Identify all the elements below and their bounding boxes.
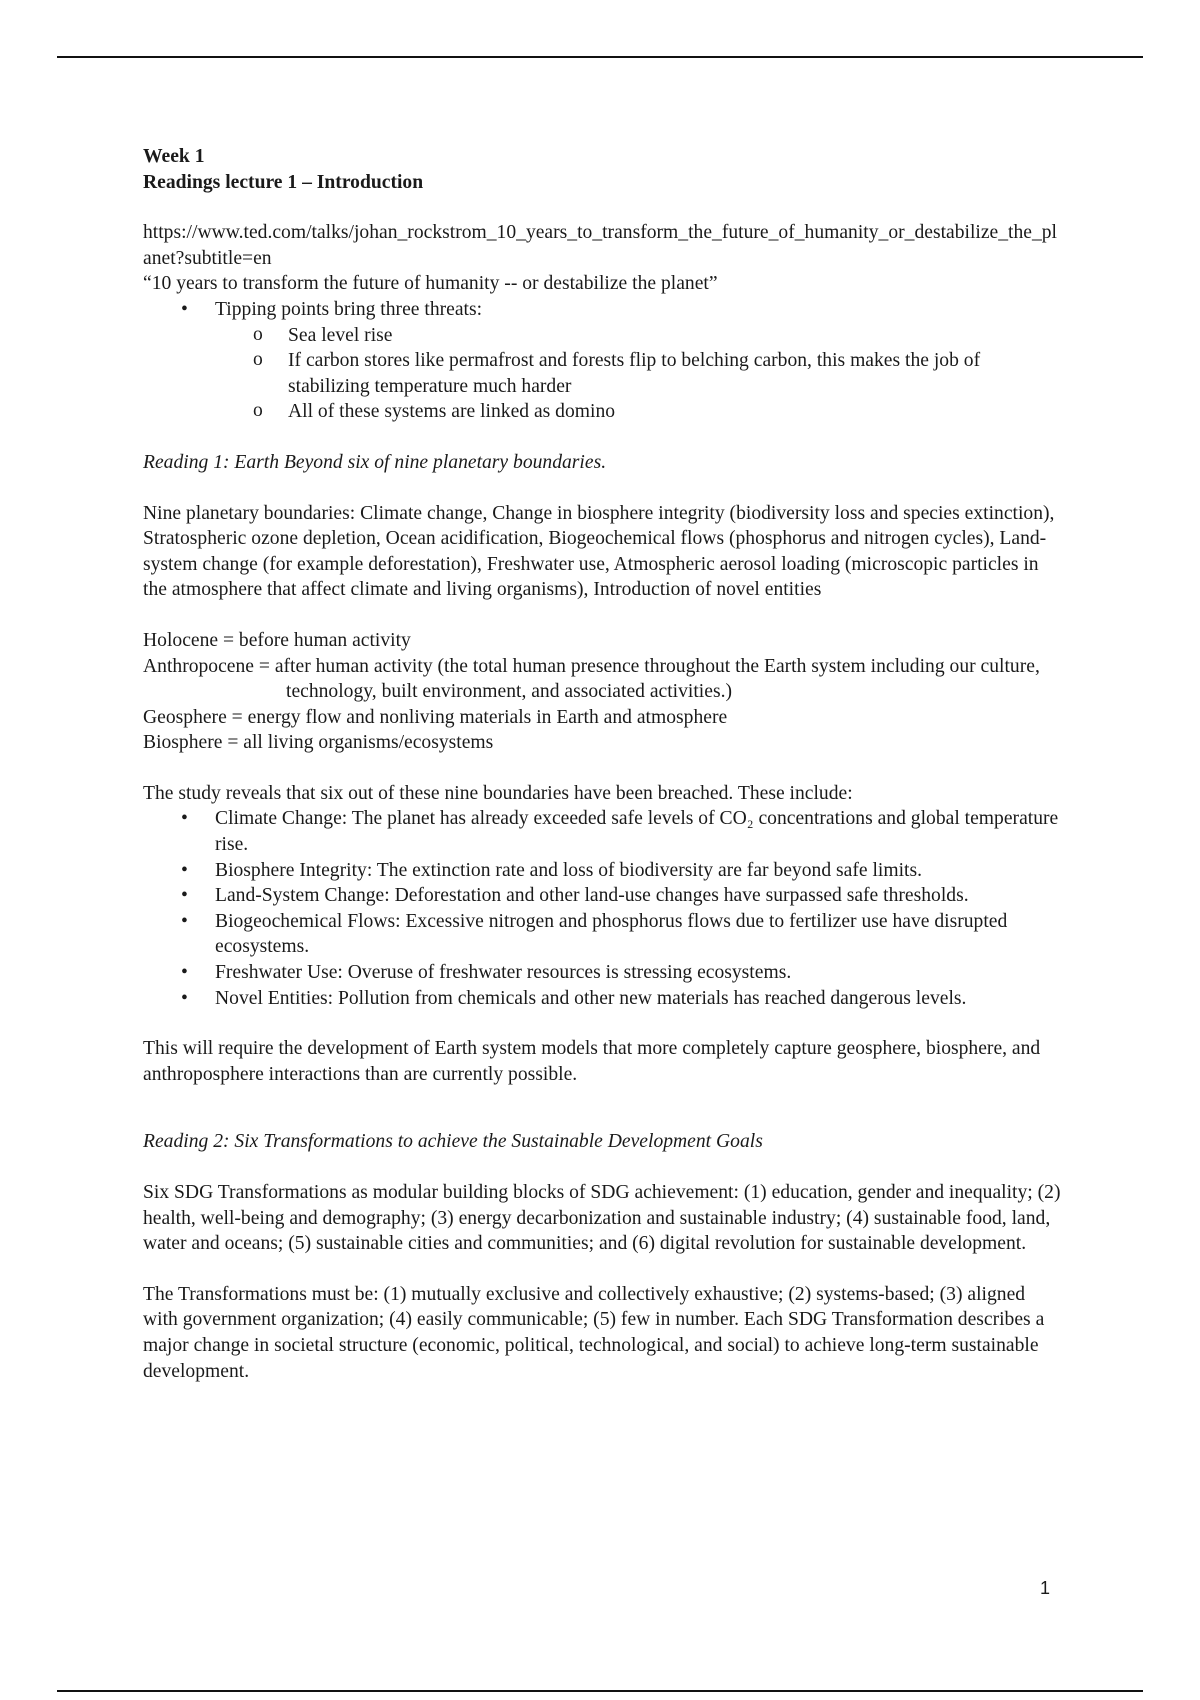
footer-rule xyxy=(57,1690,1143,1692)
sub-bullet-icon: o xyxy=(253,400,263,422)
list-item: o All of these systems are linked as domino xyxy=(253,400,616,423)
page-number: 1 xyxy=(1040,1578,1051,1598)
definition-holocene: Holocene = before human activity xyxy=(143,629,411,651)
week-heading: Week 1 xyxy=(143,146,205,167)
sub-bullet-icon: o xyxy=(253,349,263,371)
sub-bullet-icon: o xyxy=(253,323,263,345)
definition-anthropocene: Anthropocene = after human activity (the total human presence throughout the Earth system including our culture, technology, built environment, and associated activities.) xyxy=(143,655,1040,703)
bullet-icon: • xyxy=(181,808,188,830)
ted-bullet-list xyxy=(143,297,1063,323)
ted-talk-title: “10 years to transform the future of humanity -- or destabilize the planet” xyxy=(143,273,718,295)
bullet-icon: • xyxy=(181,910,188,932)
reading1-conclusion: This will require the development of Earth system models that more completely capture geosphere, biosphere, and anthroposphere interactions than are currently possible. xyxy=(143,1038,1041,1085)
ted-sub-list xyxy=(143,323,1063,425)
list-item: • Freshwater Use: Overuse of freshwater resources is stressing ecosystems. xyxy=(143,960,1063,986)
reading2-paragraph-1: Six SDG Transformations as modular building blocks of SDG achievement: (1) education, gender and inequality; (2) health, well-being and demography; (3) energy decarbonization and sustainable industry; (4) sustainable food, land, water and oceans; (5) sustainable cities and communities; and (6) digital revolution for sustainable development. xyxy=(143,1182,1061,1255)
document-body xyxy=(143,144,1063,1384)
boundaries-paragraph: Nine planetary boundaries: Climate change, Change in biosphere integrity (biodiversity loss and species extinction), Stratospheric ozone depletion, Ocean acidification, Biogeochemical flows (phosphorus and nitrogen cycles), Land-system change (for example deforestation), Freshwater use, Atmospheric aerosol loading (microscopic particles in the atmosphere that affect climate and living organisms), Introduction of novel entities xyxy=(143,502,1055,601)
definition-geosphere: Geosphere = energy flow and nonliving materials in Earth and atmosphere xyxy=(143,706,728,728)
list-item: o If carbon stores like permafrost and forests flip to belching carbon, this makes the job of stabilizing temperature much harder xyxy=(253,349,981,397)
reading2-heading: Reading 2: Six Transformations to achieve the Sustainable Development Goals xyxy=(143,1131,763,1153)
bullet-icon: • xyxy=(181,962,188,984)
reading2-paragraph-2: The Transformations must be: (1) mutually exclusive and collectively exhaustive; (2) systems-based; (3) aligned with government organization; (4) easily communicable; (5) few in number. Each SDG Transformation describes a major change in societal structure (economic, political, technological, and social) to achieve long-term sustainable development. xyxy=(143,1283,1045,1382)
bullet-icon: • xyxy=(181,885,188,907)
list-item: • Novel Entities: Pollution from chemicals and other new materials has reached dangerous levels. xyxy=(143,986,1063,1012)
list-item: o Sea level rise xyxy=(253,323,393,346)
breached-boundaries-list xyxy=(143,806,1063,1011)
bullet-icon: • xyxy=(181,298,188,320)
ted-url[interactable]: https://www.ted.com/talks/johan_rockstrom_10_years_to_transform_the_future_of_humanity_or_destabilize_the_planet?subtitle=en xyxy=(143,222,1057,269)
list-item: • Biogeochemical Flows: Excessive nitrogen and phosphorus flows due to fertilizer use have disrupted ecosystems. xyxy=(181,910,1008,958)
bullet-icon: • xyxy=(181,987,188,1009)
study-intro: The study reveals that six out of these nine boundaries have been breached. These include: xyxy=(143,782,853,804)
definition-biosphere: Biosphere = all living organisms/ecosystems xyxy=(143,732,494,754)
header-rule xyxy=(57,56,1143,58)
list-item: • Biosphere Integrity: The extinction rate and loss of biodiversity are far beyond safe limits. xyxy=(143,858,1063,884)
list-item: • Tipping points bring three threats: xyxy=(143,297,1063,323)
list-item: • Land-System Change: Deforestation and other land-use changes have surpassed safe thresholds. xyxy=(143,883,1063,909)
reading1-heading: Reading 1: Earth Beyond six of nine planetary boundaries. xyxy=(143,451,607,473)
lecture-title: Readings lecture 1 – Introduction xyxy=(143,171,424,193)
list-item: • Climate Change: The planet has already exceeded safe levels of CO₂ concentrations and global temperature rise. xyxy=(181,808,1059,856)
bullet-icon: • xyxy=(181,859,188,881)
